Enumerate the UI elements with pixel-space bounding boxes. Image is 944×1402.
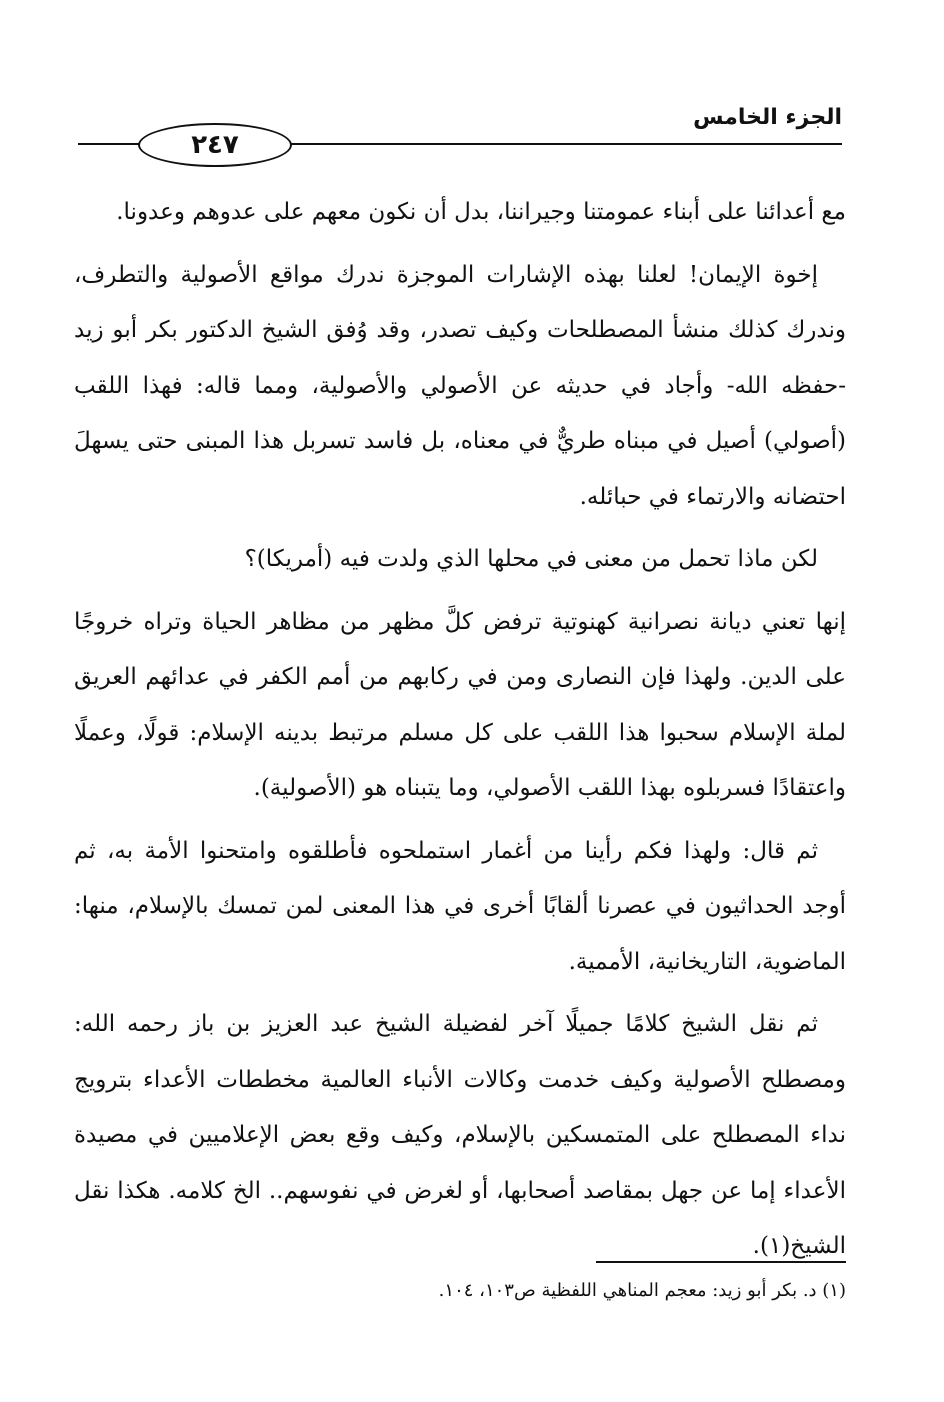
body-text [74,185,846,1282]
paragraph-6: ثم نقل الشيخ كلامًا جميلًا آخر لفضيلة الشيخ عبد العزيز بن باز رحمه الله: ومصطلح الأصولية وكيف خدمت وكالات الأنباء العالمية مخططات الأعداء بترويج نداء المصطلح على المتمسكين بالإسلام، وكيف وقع بعض الإعلاميين في مصيدة الأعداء إما عن جهل بمقاصد أصحابها، أو لغرض في نفوسهم.. الخ كلامه. هكذا نقل الشيخ(١). [74,1011,846,1259]
footnote-rule [596,1261,846,1263]
paragraph-3: لكن ماذا تحمل من معنى في محلها الذي ولدت فيه (أمريكا)؟ [244,546,818,572]
page-number: ٢٤٧ [138,123,292,167]
paragraph-4: إنها تعني ديانة نصرانية كهنوتية ترفض كلَّ مظهر من مظاهر الحياة وتراه خروجًا على الدين. ولهذا فإن النصارى ومن في ركابهم من أمم الكفر في عدائهم العريق لملة الإسلام سحبوا هذا اللقب على كل مسلم مرتبط بدينه الإسلام: قولًا، وعملًا واعتقادًا فسربلوه بهذا اللقب الأصولي، وما يتبناه هو (الأصولية). [74,608,846,801]
footnote: (١) د. بكر أبو زيد: معجم المناهي اللفظية ص١٠٣، ١٠٤. [438,1280,846,1301]
paragraph-1: مع أعدائنا على أبناء عمومتنا وجيراننا، بدل أن نكون معهم على عدوهم وعدونا. [116,199,846,225]
paragraph-5: ثم قال: ولهذا فكم رأينا من أغمار استملحوه فأطلقوه وامتحنوا الأمة به، ثم أوجد الحداثيون في عصرنا ألقابًا أخرى في هذا المعنى لمن تمسك بالإسلام، منها: الماضوية، التاريخانية، الأممية. [74,837,846,975]
paragraph-2: إخوة الإيمان! لعلنا بهذه الإشارات الموجزة ندرك مواقع الأصولية والتطرف، وندرك كذلك منشأ المصطلحات وكيف تصدر، وقد وُفق الشيخ الدكتور بكر أبو زيد -حفظه الله- وأجاد في حديثه عن الأصولي والأصولية، ومما قاله: فهذا اللقب (أصولي) أصيل في مبناه طريٌّ في معناه، بل فاسد تسربل هذا المبنى حتى يسهلَ احتضانه والارتماء في حبائله. [74,261,846,510]
page-header [70,95,850,185]
running-head: الجزء الخامس [693,105,842,130]
